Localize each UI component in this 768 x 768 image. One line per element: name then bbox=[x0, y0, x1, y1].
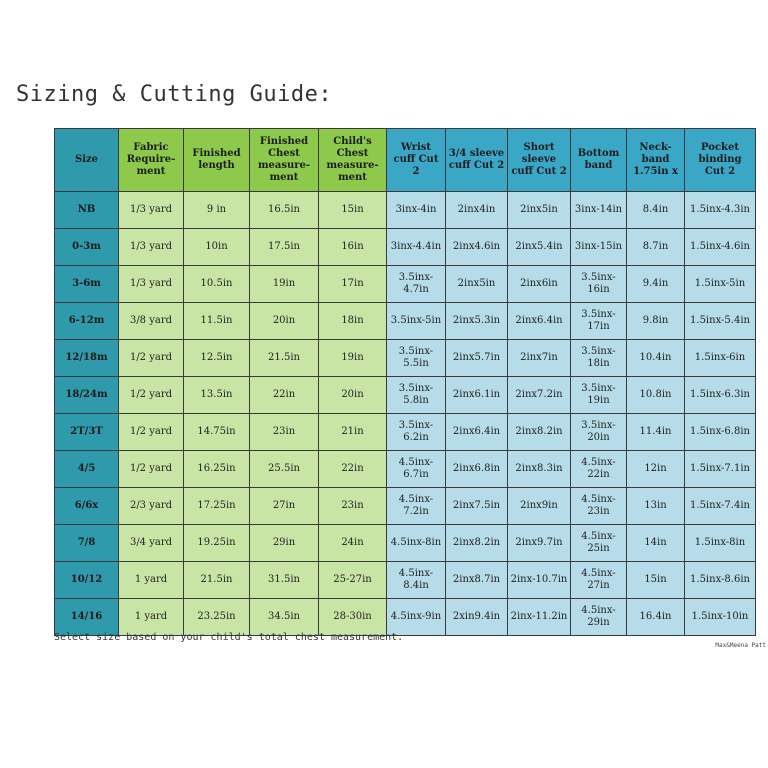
wrist-cuff-cell: 4.5inx-8.4in bbox=[387, 562, 446, 599]
pocket-binding-cell: 1.5inx-8.6in bbox=[685, 562, 756, 599]
childs-chest-cell: 19in bbox=[319, 340, 387, 377]
three-quarter-cuff-cell: 2inx5.7in bbox=[446, 340, 508, 377]
finished-chest-cell: 23in bbox=[250, 414, 319, 451]
short-cuff-cell: 2inx7in bbox=[508, 340, 571, 377]
short-cuff-cell: 2inx9in bbox=[508, 488, 571, 525]
finished-length-cell: 13.5in bbox=[184, 377, 250, 414]
table-row bbox=[55, 377, 756, 414]
header-childs-chest: Child's Chest measure-ment bbox=[319, 129, 387, 192]
neckband-cell: 11.4in bbox=[627, 414, 685, 451]
pocket-binding-cell: 1.5inx-5in bbox=[685, 266, 756, 303]
table-row bbox=[55, 525, 756, 562]
size-cell: 6/6x bbox=[55, 488, 119, 525]
neckband-cell: 13in bbox=[627, 488, 685, 525]
neckband-cell: 15in bbox=[627, 562, 685, 599]
wrist-cuff-cell: 3inx-4in bbox=[387, 192, 446, 229]
finished-length-cell: 9 in bbox=[184, 192, 250, 229]
size-cell: 10/12 bbox=[55, 562, 119, 599]
short-cuff-cell: 2inx6.4in bbox=[508, 303, 571, 340]
short-cuff-cell: 2inx5.4in bbox=[508, 229, 571, 266]
size-cell: 4/5 bbox=[55, 451, 119, 488]
fabric-cell: 1/2 yard bbox=[119, 414, 184, 451]
bottom-band-cell: 3inx-14in bbox=[571, 192, 627, 229]
fabric-cell: 1/3 yard bbox=[119, 229, 184, 266]
bottom-band-cell: 3inx-15in bbox=[571, 229, 627, 266]
header-size: Size bbox=[55, 129, 119, 192]
neckband-cell: 10.4in bbox=[627, 340, 685, 377]
neckband-cell: 8.4in bbox=[627, 192, 685, 229]
pocket-binding-cell: 1.5inx-6.3in bbox=[685, 377, 756, 414]
childs-chest-cell: 16in bbox=[319, 229, 387, 266]
wrist-cuff-cell: 4.5inx-7.2in bbox=[387, 488, 446, 525]
header-fabric-requirement: Fabric Require-ment bbox=[119, 129, 184, 192]
finished-chest-cell: 34.5in bbox=[250, 599, 319, 636]
finished-chest-cell: 25.5in bbox=[250, 451, 319, 488]
table-row bbox=[55, 266, 756, 303]
three-quarter-cuff-cell: 2inx8.2in bbox=[446, 525, 508, 562]
childs-chest-cell: 25-27in bbox=[319, 562, 387, 599]
neckband-cell: 12in bbox=[627, 451, 685, 488]
finished-length-cell: 21.5in bbox=[184, 562, 250, 599]
wrist-cuff-cell: 3.5inx-4.7in bbox=[387, 266, 446, 303]
fabric-cell: 1/3 yard bbox=[119, 266, 184, 303]
finished-length-cell: 14.75in bbox=[184, 414, 250, 451]
childs-chest-cell: 18in bbox=[319, 303, 387, 340]
childs-chest-cell: 28-30in bbox=[319, 599, 387, 636]
fabric-cell: 3/4 yard bbox=[119, 525, 184, 562]
header-row bbox=[55, 129, 756, 192]
neckband-cell: 9.8in bbox=[627, 303, 685, 340]
wrist-cuff-cell: 3.5inx-5.5in bbox=[387, 340, 446, 377]
wrist-cuff-cell: 3inx-4.4in bbox=[387, 229, 446, 266]
pocket-binding-cell: 1.5inx-4.6in bbox=[685, 229, 756, 266]
pocket-binding-cell: 1.5inx-6in bbox=[685, 340, 756, 377]
bottom-band-cell: 3.5inx-18in bbox=[571, 340, 627, 377]
table-row bbox=[55, 303, 756, 340]
size-cell: 3-6m bbox=[55, 266, 119, 303]
three-quarter-cuff-cell: 2inx8.7in bbox=[446, 562, 508, 599]
finished-chest-cell: 20in bbox=[250, 303, 319, 340]
size-cell: 18/24m bbox=[55, 377, 119, 414]
size-cell: 7/8 bbox=[55, 525, 119, 562]
sizing-table bbox=[54, 128, 756, 636]
neckband-cell: 14in bbox=[627, 525, 685, 562]
table-row bbox=[55, 192, 756, 229]
page-title: Sizing & Cutting Guide: bbox=[16, 82, 333, 107]
size-cell: 0-3m bbox=[55, 229, 119, 266]
wrist-cuff-cell: 3.5inx-5.8in bbox=[387, 377, 446, 414]
bottom-band-cell: 3.5inx-19in bbox=[571, 377, 627, 414]
short-cuff-cell: 2inx7.2in bbox=[508, 377, 571, 414]
fabric-cell: 1 yard bbox=[119, 599, 184, 636]
neckband-cell: 8.7in bbox=[627, 229, 685, 266]
wrist-cuff-cell: 3.5inx-6.2in bbox=[387, 414, 446, 451]
finished-length-cell: 16.25in bbox=[184, 451, 250, 488]
childs-chest-cell: 22in bbox=[319, 451, 387, 488]
table-row bbox=[55, 229, 756, 266]
fabric-cell: 1/2 yard bbox=[119, 377, 184, 414]
short-cuff-cell: 2inx8.2in bbox=[508, 414, 571, 451]
fabric-cell: 1/2 yard bbox=[119, 340, 184, 377]
short-cuff-cell: 2inx-10.7in bbox=[508, 562, 571, 599]
fabric-cell: 1/2 yard bbox=[119, 451, 184, 488]
finished-length-cell: 10.5in bbox=[184, 266, 250, 303]
short-cuff-cell: 2inx9.7in bbox=[508, 525, 571, 562]
bottom-band-cell: 3.5inx-16in bbox=[571, 266, 627, 303]
fabric-cell: 3/8 yard bbox=[119, 303, 184, 340]
childs-chest-cell: 20in bbox=[319, 377, 387, 414]
table-row bbox=[55, 340, 756, 377]
bottom-band-cell: 4.5inx-25in bbox=[571, 525, 627, 562]
three-quarter-cuff-cell: 2inx6.8in bbox=[446, 451, 508, 488]
finished-chest-cell: 22in bbox=[250, 377, 319, 414]
three-quarter-cuff-cell: 2xin9.4in bbox=[446, 599, 508, 636]
childs-chest-cell: 17in bbox=[319, 266, 387, 303]
three-quarter-cuff-cell: 2inx6.1in bbox=[446, 377, 508, 414]
header-wrist-cuff: Wrist cuff Cut 2 bbox=[387, 129, 446, 192]
wrist-cuff-cell: 3.5inx-5in bbox=[387, 303, 446, 340]
pocket-binding-cell: 1.5inx-6.8in bbox=[685, 414, 756, 451]
pocket-binding-cell: 1.5inx-8in bbox=[685, 525, 756, 562]
table-row bbox=[55, 562, 756, 599]
bottom-band-cell: 4.5inx-23in bbox=[571, 488, 627, 525]
fabric-cell: 1/3 yard bbox=[119, 192, 184, 229]
wrist-cuff-cell: 4.5inx-6.7in bbox=[387, 451, 446, 488]
finished-length-cell: 23.25in bbox=[184, 599, 250, 636]
childs-chest-cell: 24in bbox=[319, 525, 387, 562]
finished-length-cell: 11.5in bbox=[184, 303, 250, 340]
short-cuff-cell: 2inx6in bbox=[508, 266, 571, 303]
wrist-cuff-cell: 4.5inx-9in bbox=[387, 599, 446, 636]
childs-chest-cell: 21in bbox=[319, 414, 387, 451]
neckband-cell: 16.4in bbox=[627, 599, 685, 636]
three-quarter-cuff-cell: 2inx7.5in bbox=[446, 488, 508, 525]
header-finished-chest: Finished Chest measure-ment bbox=[250, 129, 319, 192]
bottom-band-cell: 4.5inx-29in bbox=[571, 599, 627, 636]
footnote: Select size based on your child's total chest measurement. bbox=[54, 632, 404, 643]
short-cuff-cell: 2inx8.3in bbox=[508, 451, 571, 488]
table-row bbox=[55, 599, 756, 636]
size-cell: 6-12m bbox=[55, 303, 119, 340]
pocket-binding-cell: 1.5inx-5.4in bbox=[685, 303, 756, 340]
pocket-binding-cell: 1.5inx-7.1in bbox=[685, 451, 756, 488]
finished-chest-cell: 21.5in bbox=[250, 340, 319, 377]
wrist-cuff-cell: 4.5inx-8in bbox=[387, 525, 446, 562]
bottom-band-cell: 3.5inx-17in bbox=[571, 303, 627, 340]
pocket-binding-cell: 1.5inx-7.4in bbox=[685, 488, 756, 525]
table-row bbox=[55, 414, 756, 451]
finished-length-cell: 10in bbox=[184, 229, 250, 266]
bottom-band-cell: 3.5inx-20in bbox=[571, 414, 627, 451]
finished-chest-cell: 16.5in bbox=[250, 192, 319, 229]
childs-chest-cell: 23in bbox=[319, 488, 387, 525]
finished-length-cell: 19.25in bbox=[184, 525, 250, 562]
header-short-sleeve-cuff: Short sleeve cuff Cut 2 bbox=[508, 129, 571, 192]
neckband-cell: 9.4in bbox=[627, 266, 685, 303]
fabric-cell: 1 yard bbox=[119, 562, 184, 599]
three-quarter-cuff-cell: 2inx5.3in bbox=[446, 303, 508, 340]
three-quarter-cuff-cell: 2inx4in bbox=[446, 192, 508, 229]
header-neckband: Neck-band 1.75in x bbox=[627, 129, 685, 192]
childs-chest-cell: 15in bbox=[319, 192, 387, 229]
header-bottom-band: Bottom band bbox=[571, 129, 627, 192]
credit: Max&Meena Patt bbox=[715, 642, 766, 649]
size-cell: 14/16 bbox=[55, 599, 119, 636]
pocket-binding-cell: 1.5inx-4.3in bbox=[685, 192, 756, 229]
bottom-band-cell: 4.5inx-22in bbox=[571, 451, 627, 488]
finished-chest-cell: 17.5in bbox=[250, 229, 319, 266]
header-finished-length: Finished length bbox=[184, 129, 250, 192]
short-cuff-cell: 2inx-11.2in bbox=[508, 599, 571, 636]
bottom-band-cell: 4.5inx-27in bbox=[571, 562, 627, 599]
finished-length-cell: 12.5in bbox=[184, 340, 250, 377]
three-quarter-cuff-cell: 2inx5in bbox=[446, 266, 508, 303]
three-quarter-cuff-cell: 2inx6.4in bbox=[446, 414, 508, 451]
finished-length-cell: 17.25in bbox=[184, 488, 250, 525]
neckband-cell: 10.8in bbox=[627, 377, 685, 414]
size-cell: NB bbox=[55, 192, 119, 229]
three-quarter-cuff-cell: 2inx4.6in bbox=[446, 229, 508, 266]
table-row bbox=[55, 451, 756, 488]
table-row bbox=[55, 488, 756, 525]
pocket-binding-cell: 1.5inx-10in bbox=[685, 599, 756, 636]
header-three-quarter-sleeve-cuff: 3/4 sleeve cuff Cut 2 bbox=[446, 129, 508, 192]
size-cell: 2T/3T bbox=[55, 414, 119, 451]
header-pocket-binding: Pocket binding Cut 2 bbox=[685, 129, 756, 192]
finished-chest-cell: 27in bbox=[250, 488, 319, 525]
size-cell: 12/18m bbox=[55, 340, 119, 377]
fabric-cell: 2/3 yard bbox=[119, 488, 184, 525]
finished-chest-cell: 19in bbox=[250, 266, 319, 303]
finished-chest-cell: 29in bbox=[250, 525, 319, 562]
short-cuff-cell: 2inx5in bbox=[508, 192, 571, 229]
finished-chest-cell: 31.5in bbox=[250, 562, 319, 599]
